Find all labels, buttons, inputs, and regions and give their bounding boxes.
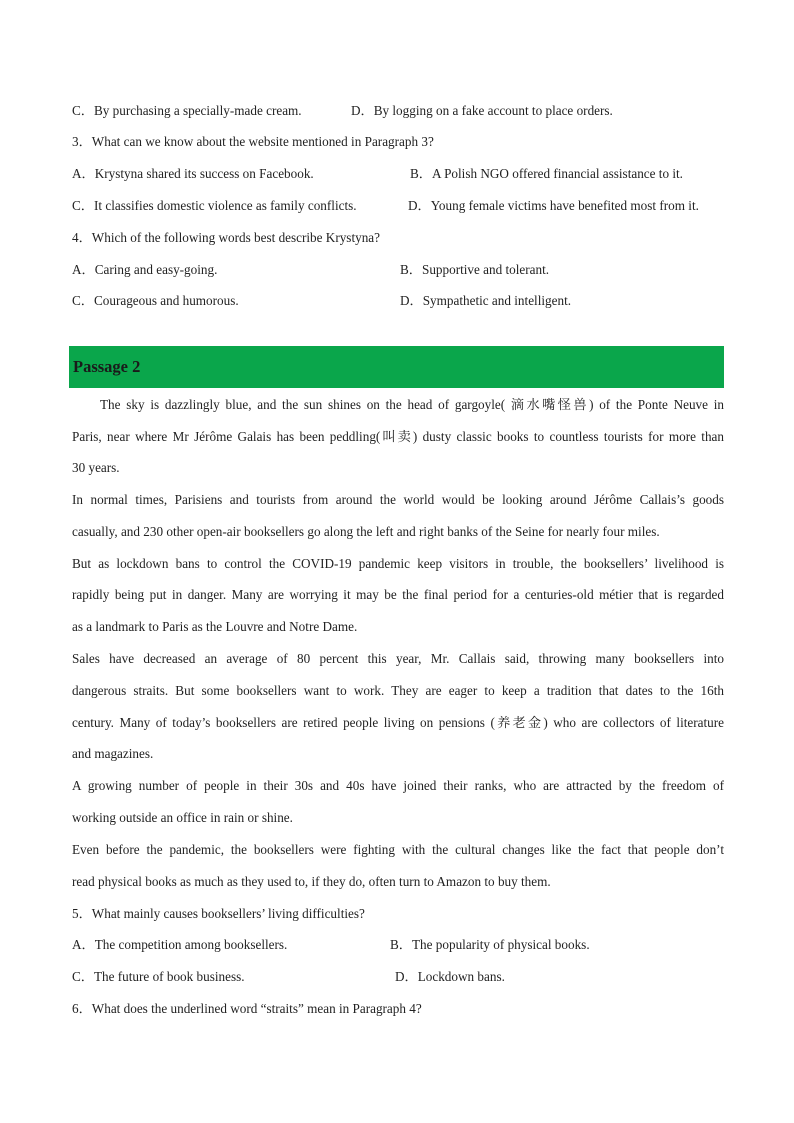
q3-option-c: C．It classifies domestic violence as family conflicts. [72,198,357,213]
passage-p5-line-2: working outside an office in rain or shine. [72,810,293,825]
q6-stem: 6．What does the underlined word “straits” mean in Paragraph 4? [72,1001,422,1016]
passage-2-title: Passage 2 [73,357,141,376]
q4-option-d: D．Sympathetic and intelligent. [400,293,572,308]
passage-p4-line-3: century. Many of today’s booksellers are retired people living on pensions (养老金) who are collectors of literature [72,715,724,730]
passage-p4-line-1: Sales have decreased an average of 80 percent this year, Mr. Callais said, throwing many booksellers into [72,651,724,666]
q5-stem: 5．What mainly causes booksellers’ living difficulties? [72,906,365,921]
q3-option-a: A．Krystyna shared its success on Facebook. [72,166,314,181]
q2-option-c: C．By purchasing a specially-made cream. [72,103,302,118]
passage-p1-line-1: The sky is dazzlingly blue, and the sun shines on the head of gargoyle( 滴水嘴怪兽) of the Ponte Neuve in [100,397,724,412]
passage-2-banner [69,346,724,388]
passage-p6-line-1: Even before the pandemic, the booksellers were fighting with the cultural changes like the fact that people don’t [72,842,724,857]
passage-p1-line-3: 30 years. [72,460,120,475]
passage-p2-line-1: In normal times, Parisiens and tourists from around the world would be looking around Jérôme Callais’s goods [72,492,724,507]
q3-stem: 3．What can we know about the website mentioned in Paragraph 3? [72,134,434,149]
passage-p3-line-1: But as lockdown bans to control the COVID-19 pandemic keep visitors in trouble, the booksellers’ livelihood is [72,556,724,571]
passage-p6-line-2: read physical books as much as they used to, if they do, often turn to Amazon to buy them. [72,874,551,889]
passage-p3-line-3: as a landmark to Paris as the Louvre and Notre Dame. [72,619,358,634]
q5-option-c: C．The future of book business. [72,969,245,984]
passage-p3-line-2: rapidly being put in danger. Many are worrying it may be the final period for a centuries-old métier that is regarded [72,587,724,602]
q4-option-b: B．Supportive and tolerant. [400,262,550,277]
q3-option-b: B．A Polish NGO offered financial assistance to it. [410,166,683,181]
q4-stem: 4．Which of the following words best describe Krystyna? [72,230,381,245]
q4-option-a: A．Caring and easy-going. [72,262,218,277]
passage-p1-line-2: Paris, near where Mr Jérôme Galais has been peddling(叫卖) dusty classic books to countless tourists for more than [72,429,724,444]
q5-option-d: D．Lockdown bans. [395,969,505,984]
passage-p4-line-2: dangerous straits. But some booksellers want to work. They are eager to keep a tradition that dates to the 16th [72,683,724,698]
q4-option-c: C．Courageous and humorous. [72,293,239,308]
passage-p2-line-2: casually, and 230 other open-air booksellers go along the left and right banks of the Seine for nearly four miles. [72,524,660,539]
q3-option-d: D．Young female victims have benefited most from it. [408,198,699,213]
q5-option-a: A．The competition among booksellers. [72,937,288,952]
passage-p5-line-1: A growing number of people in their 30s and 40s have joined their ranks, who are attracted by the freedom of [72,778,724,793]
passage-p4-line-4: and magazines. [72,746,154,761]
q5-option-b: B．The popularity of physical books. [390,937,590,952]
q2-option-d: D．By logging on a fake account to place orders. [351,103,613,118]
